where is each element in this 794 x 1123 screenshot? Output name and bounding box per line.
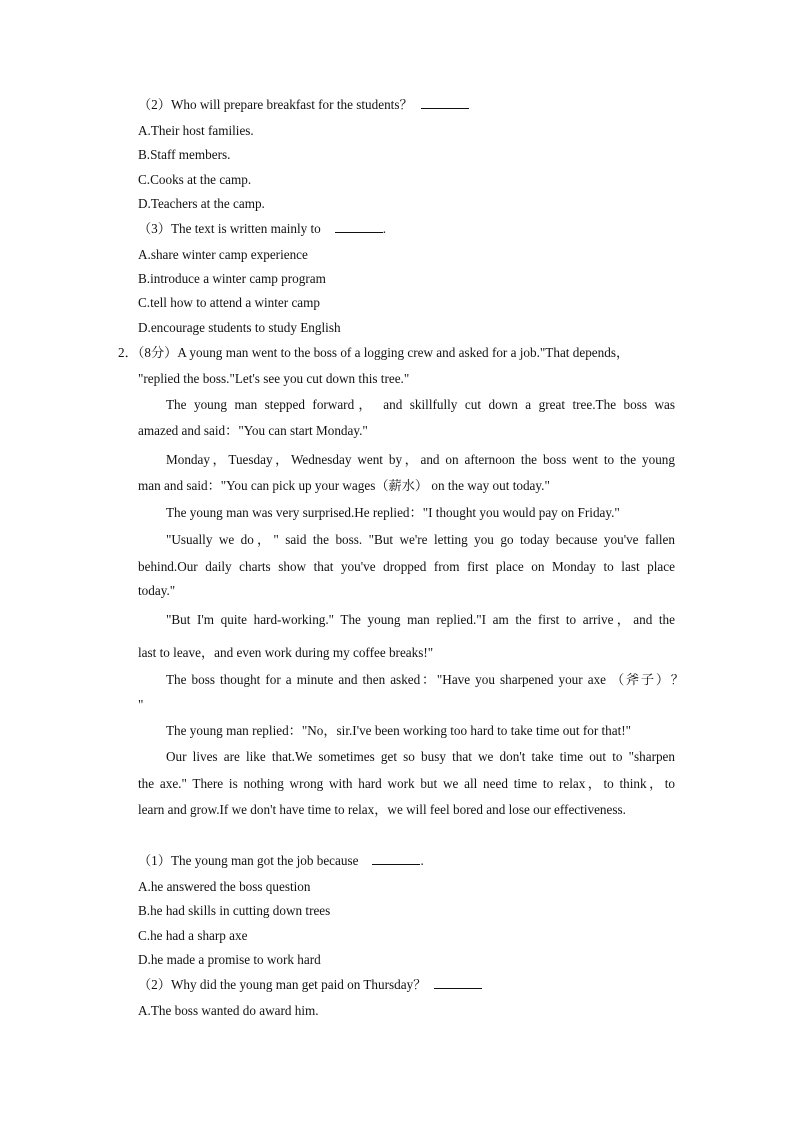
passage-line: amazed and said："You can start Monday." <box>138 423 368 438</box>
option: B.he had skills in cutting down trees <box>138 903 331 918</box>
passage-line: "replied the boss."Let's see you cut down this tree." <box>138 371 410 386</box>
answer-blank[interactable] <box>421 97 469 109</box>
question-stem: （2）Who will prepare breakfast for the students？ <box>138 97 469 113</box>
option: A.Their host families. <box>138 123 254 138</box>
option: A.he answered the boss question <box>138 879 311 894</box>
answer-blank[interactable] <box>434 977 482 989</box>
passage-heading: 2．（8分）A young man went to the boss of a logging crew and asked for a job."That depends， <box>118 345 630 360</box>
answer-blank[interactable] <box>372 853 420 865</box>
option: C.tell how to attend a winter camp <box>138 295 321 310</box>
passage-line: Our lives are like that.We sometimes get so busy that we don't take time out to "sharpen <box>166 749 675 764</box>
passage-line: "But I'm quite hard-working." The young man replied."I am the first to arrive，and the <box>166 612 675 627</box>
passage-line: " <box>138 697 144 712</box>
answer-blank[interactable] <box>335 221 383 233</box>
passage-line: last to leave，and even work during my coffee breaks!" <box>138 645 434 660</box>
option: D.he made a promise to work hard <box>138 952 321 967</box>
question-stem: （3）The text is written mainly to . <box>138 221 387 236</box>
question-stem: （2）Why did the young man get paid on Thursday？ <box>138 977 482 993</box>
option: C.he had a sharp axe <box>138 928 248 943</box>
passage-line: The young man was very surprised.He replied："I thought you would pay on Friday." <box>166 505 620 520</box>
option: B.introduce a winter camp program <box>138 271 326 286</box>
passage-line: behind.Our daily charts show that you've dropped from first place on Monday to last place <box>138 559 675 574</box>
question-stem: （1）The young man got the job because . <box>138 853 424 868</box>
passage-line: today." <box>138 583 176 598</box>
option: D.Teachers at the camp. <box>138 196 265 211</box>
option: A.The boss wanted do award him. <box>138 1003 319 1018</box>
passage-line: the axe." There is nothing wrong with hard work but we all need time to relax，to think，to <box>138 776 675 791</box>
passage-line: The young man stepped forward， and skillfully cut down a great tree.The boss was <box>166 397 675 412</box>
passage-line: learn and grow.If we don't have time to relax，we will feel bored and lose our effectiveness. <box>138 802 626 817</box>
question-number: 2． <box>118 345 138 360</box>
passage-line: man and said："You can pick up your wages（薪水） on the way out today." <box>138 478 550 493</box>
passage-line: The young man replied："No，sir.I've been working too hard to take time out for that!" <box>166 723 632 738</box>
passage-line: The boss thought for a minute and then asked："Have you sharpened your axe （斧子）？ <box>166 672 684 687</box>
option: B.Staff members. <box>138 147 231 162</box>
option: C.Cooks at the camp. <box>138 172 252 187</box>
option: D.encourage students to study English <box>138 320 341 335</box>
passage-line: Monday，Tuesday，Wednesday went by，and on afternoon the boss went to the young <box>166 452 675 467</box>
passage-line: "Usually we do，" said the boss. "But we're letting you go today because you've fallen <box>166 532 675 547</box>
option: A.share winter camp experience <box>138 247 308 262</box>
